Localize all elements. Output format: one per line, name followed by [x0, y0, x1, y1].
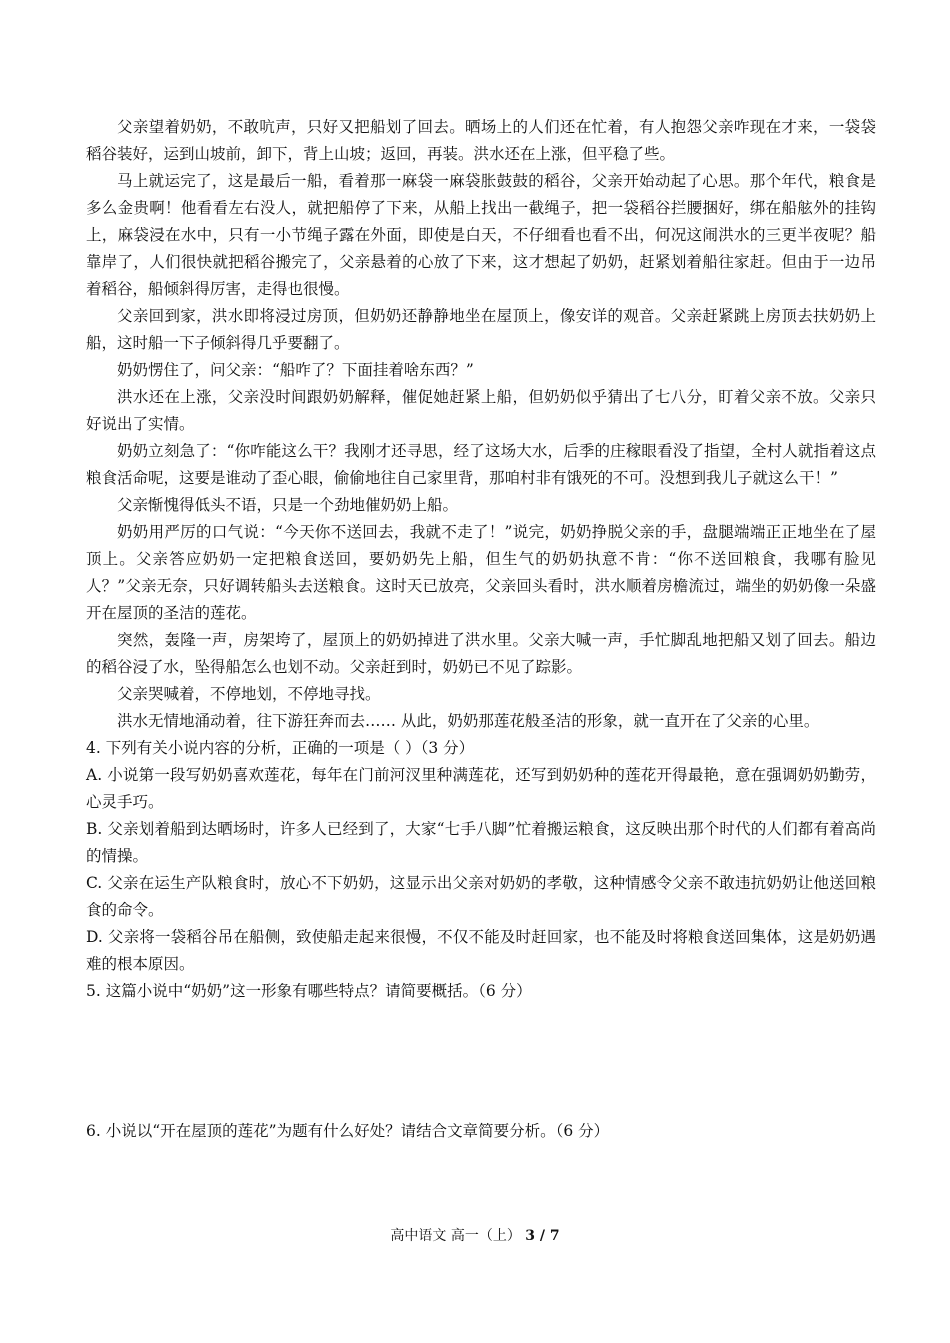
paragraph: 奶奶用严厉的口气说：“今天你不送回去，我就不走了！”说完，奶奶挣脱父亲的手，盘腿端端正正地坐在了屋顶上。父亲答应奶奶一定把粮食送回，要奶奶先上船，但生气的奶奶执意不肯：“你不送回粮食，我哪有脸见人？”父亲无奈，只好调转船头去送粮食。这时天已放亮，父亲回头看时，洪水顺着房檐流过，端坐的奶奶像一朵盛开在屋顶的圣洁的莲花。 — [86, 523, 876, 622]
paragraph: 洪水还在上涨，父亲没时间跟奶奶解释，催促她赶紧上船，但奶奶似乎猜出了七八分，盯着父亲不放。父亲只好说出了实情。 — [86, 388, 876, 433]
page-footer — [0, 1226, 950, 1246]
question-4-option-d: D. 父亲将一袋稻谷吊在船侧，致使船走起来很慢，不仅不能及时赶回家，也不能及时将粮食送回集体，这是奶奶遇难的根本原因。 — [86, 928, 876, 973]
paragraph: 父亲回到家，洪水即将浸过房顶，但奶奶还静静地坐在屋顶上，像安详的观音。父亲赶紧跳上房顶去扶奶奶上船，这时船一下子倾斜得几乎要翻了。 — [86, 307, 876, 352]
paragraph: 奶奶立刻急了：“你咋能这么干？我刚才还寻思，经了这场大水，后季的庄稼眼看没了指望，全村人就指着这点粮食活命呢，这要是谁动了歪心眼，偷偷地往自己家里背，那咱村非有饿死的不可。没想到我儿子就这么干！” — [86, 442, 876, 487]
paragraph: 父亲哭喊着，不停地划，不停地寻找。 — [117, 685, 381, 703]
paragraph: 马上就运完了，这是最后一船，看着那一麻袋一麻袋胀鼓鼓的稻谷，父亲开始动起了心思。那个年代，粮食是多么金贵啊！他看看左右没人，就把船停了下来，从船上找出一截绳子，把一袋稻谷拦腰捆好，绑在船舷外的挂钩上，麻袋浸在水中，只有一小节绳子露在外面，即使是白天，不仔细看也看不出，何况这闹洪水的三更半夜呢？船靠岸了，人们很快就把稻谷搬完了，父亲悬着的心放了下来，这才想起了奶奶，赶紧划着船往家赶。但由于一边吊着稻谷，船倾斜得厉害，走得也很慢。 — [86, 172, 876, 298]
question-5: 5. 这篇小说中“奶奶”这一形象有哪些特点？请简要概括。（6 分） — [86, 982, 532, 1000]
paragraph: 洪水无情地涌动着，往下游狂奔而去…… 从此，奶奶那莲花般圣洁的形象，就一直开在了父亲的心里。 — [117, 712, 820, 730]
paragraph: 父亲惭愧得低头不语，只是一个劲地催奶奶上船。 — [117, 496, 459, 514]
paragraph: 奶奶愣住了，问父亲：“船咋了？下面挂着啥东西？” — [117, 361, 474, 379]
question-4-option-a: A. 小说第一段写奶奶喜欢莲花，每年在门前河汊里种满莲花，还写到奶奶种的莲花开得最艳，意在强调奶奶勤劳，心灵手巧。 — [86, 766, 876, 811]
question-4-option-c: C. 父亲在运生产队粮食时，放心不下奶奶，这显示出父亲对奶奶的孝敬，这种情感令父亲不敢违抗奶奶让他送回粮食的命令。 — [86, 874, 876, 919]
question-4-option-b: B. 父亲划着船到达晒场时，许多人已经到了，大家“七手八脚”忙着搬运粮食，这反映出那个时代的人们都有着高尚的情操。 — [86, 820, 876, 865]
question-6: 6. 小说以“开在屋顶的莲花”为题有什么好处？请结合文章简要分析。（6 分） — [86, 1122, 610, 1140]
page-number: 3 / 7 — [525, 1228, 560, 1244]
reading-passage — [86, 114, 876, 1005]
question-4-stem: 4. 下列有关小说内容的分析，正确的一项是（ ）（3 分） — [86, 739, 475, 757]
paragraph: 父亲望着奶奶，不敢吭声，只好又把船划了回去。晒场上的人们还在忙着，有人抱怨父亲咋现在才来，一袋袋稻谷装好，运到山坡前，卸下，背上山坡；返回，再装。洪水还在上涨，但平稳了些。 — [86, 118, 876, 163]
footer-subject: 高中语文 高一（上） — [390, 1228, 521, 1244]
paragraph: 突然，轰隆一声，房架垮了，屋顶上的奶奶掉进了洪水里。父亲大喊一声，手忙脚乱地把船又划了回去。船边的稻谷浸了水，坠得船怎么也划不动。父亲赶到时，奶奶已不见了踪影。 — [86, 631, 876, 676]
